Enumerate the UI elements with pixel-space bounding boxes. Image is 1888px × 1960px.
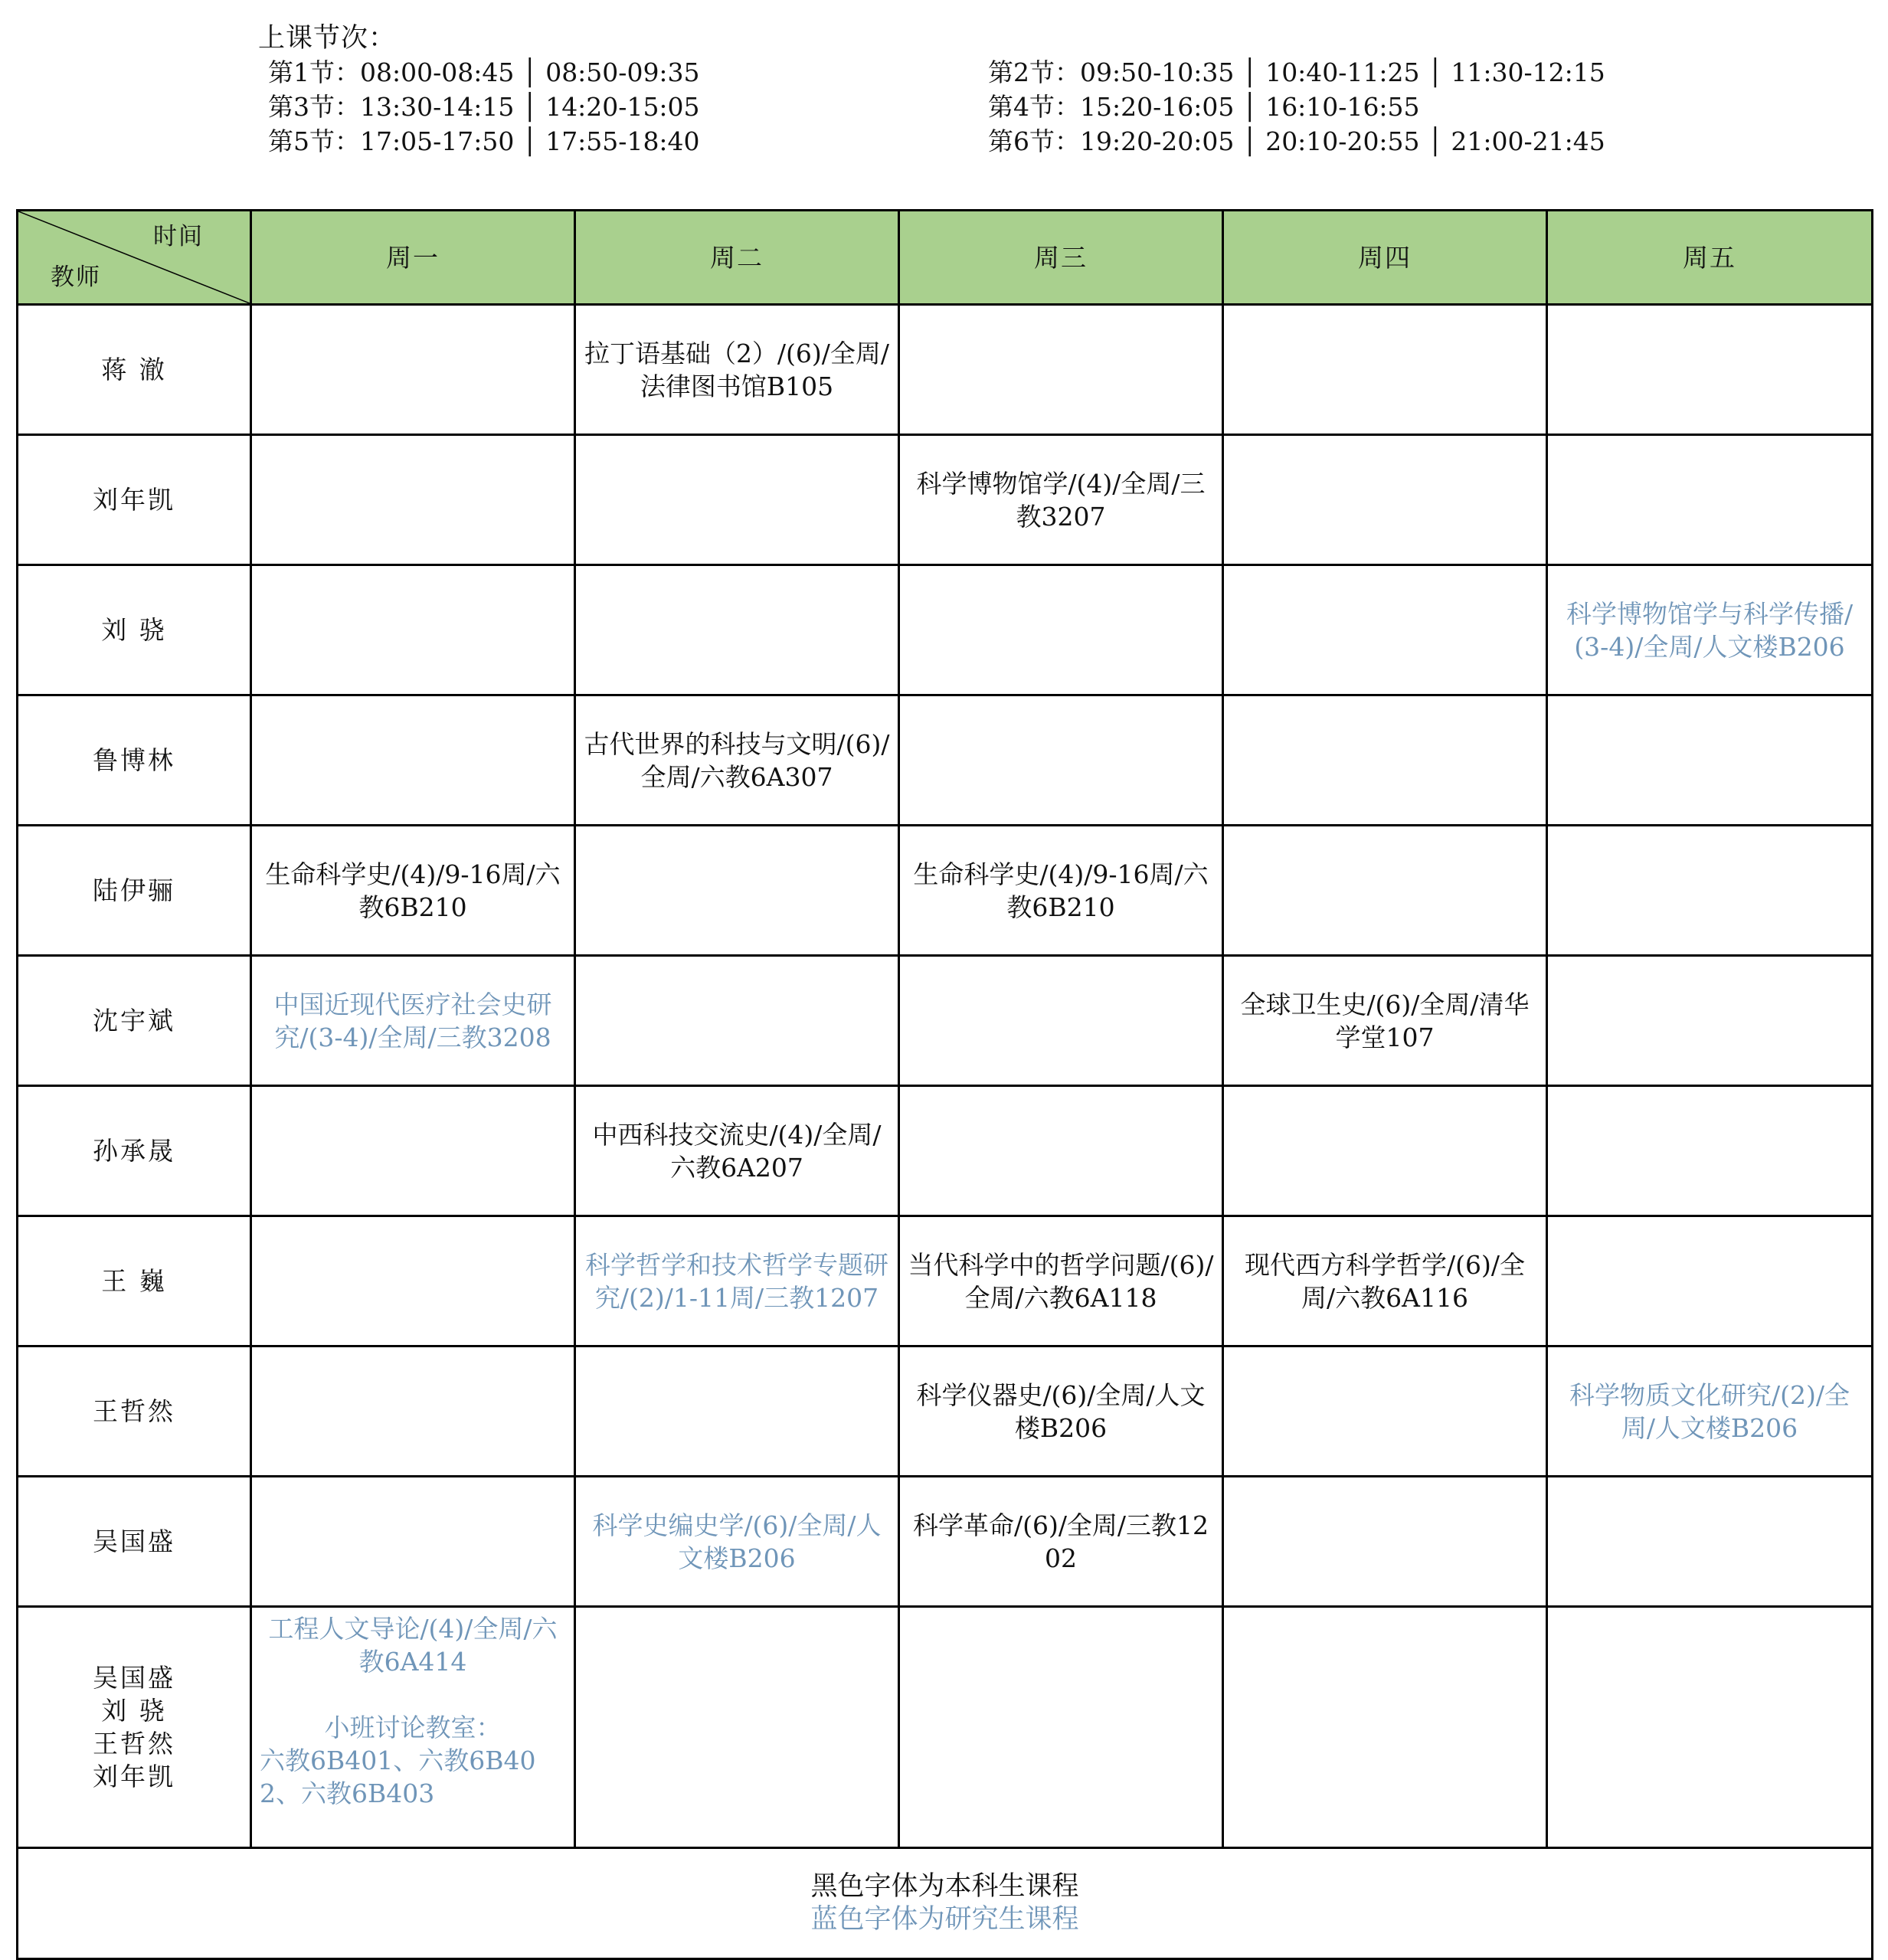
teacher-cell: 吴国盛 <box>18 1477 251 1607</box>
course-cell <box>251 565 575 695</box>
course-cell <box>251 1086 575 1216</box>
corner-cell <box>18 211 251 305</box>
table-row <box>18 565 1873 695</box>
schedule-header <box>258 21 396 56</box>
period-time: 第5节：17:05-17:50 │ 17:55-18:40 <box>268 126 700 156</box>
period-times-left <box>268 55 700 159</box>
day-header-tue: 周二 <box>575 211 899 305</box>
course-cell <box>251 305 575 435</box>
teacher-cell: 孙承晟 <box>18 1086 251 1216</box>
course-cell <box>1223 1477 1547 1607</box>
teacher-cell: 王 巍 <box>18 1216 251 1346</box>
course-cell <box>1547 695 1873 826</box>
table-row <box>18 826 1873 956</box>
course-cell: 古代世界的科技与文明/(6)/全周/六教6A307 <box>575 695 899 826</box>
table-row <box>18 1346 1873 1477</box>
course-cell <box>251 695 575 826</box>
teacher-cell: 刘年凯 <box>18 435 251 565</box>
course-cell: 科学史编史学/(6)/全周/人文楼B206 <box>575 1477 899 1607</box>
day-header-thu: 周四 <box>1223 211 1547 305</box>
course-cell: 中西科技交流史/(4)/全周/六教6A207 <box>575 1086 899 1216</box>
table-row <box>18 1086 1873 1216</box>
course-cell <box>575 956 899 1086</box>
course-cell <box>899 305 1223 435</box>
course-cell: 拉丁语基础（2）/(6)/全周/法律图书馆B105 <box>575 305 899 435</box>
day-header-fri: 周五 <box>1547 211 1873 305</box>
period-time: 第2节：09:50-10:35 │ 10:40-11:25 │ 11:30-12:15 <box>988 57 1605 87</box>
course-cell <box>1547 435 1873 565</box>
course-cell <box>1223 565 1547 695</box>
course-cell <box>899 956 1223 1086</box>
teacher-cell: 刘 骁 <box>18 565 251 695</box>
period-times-right <box>988 55 1605 159</box>
course-cell <box>1223 695 1547 826</box>
legend-cell <box>18 1848 1873 1959</box>
legend-row <box>18 1848 1873 1959</box>
course-cell: 中国近现代医疗社会史研究/(3-4)/全周/三教3208 <box>251 956 575 1086</box>
teacher-cell: 陆伊骊 <box>18 826 251 956</box>
teacher-name: 王哲然 <box>93 1729 175 1759</box>
course-cell <box>1223 1086 1547 1216</box>
course-cell <box>575 826 899 956</box>
course-cell <box>575 565 899 695</box>
course-cell: 科学哲学和技术哲学专题研究/(2)/1-11周/三教1207 <box>575 1216 899 1346</box>
discussion-rooms: 六教6B401、六教6B402、六教6B403 <box>260 1746 536 1808</box>
teacher-name: 刘年凯 <box>93 1762 175 1791</box>
course-cell <box>251 1346 575 1477</box>
table-header-row <box>18 211 1873 305</box>
legend-graduate: 蓝色字体为研究生课程 <box>810 1904 1079 1935</box>
course-cell: 现代西方科学哲学/(6)/全周/六教6A116 <box>1223 1216 1547 1346</box>
table-row-shared <box>18 1607 1873 1848</box>
course-cell <box>1223 826 1547 956</box>
course-cell: 生命科学史/(4)/9-16周/六教6B210 <box>251 826 575 956</box>
corner-time-label: 时间 <box>153 223 204 250</box>
course-cell <box>1547 1086 1873 1216</box>
discussion-label: 小班讨论教室： <box>324 1713 502 1742</box>
teacher-name: 吴国盛 <box>93 1663 175 1693</box>
course-cell <box>1547 1216 1873 1346</box>
course-cell <box>1547 956 1873 1086</box>
course-cell: 科学博物馆学/(4)/全周/三教3207 <box>899 435 1223 565</box>
schedule-table <box>16 209 1873 1960</box>
class-periods-title: 上课节次： <box>258 23 397 54</box>
course-cell <box>1547 305 1873 435</box>
course-cell <box>1547 826 1873 956</box>
course-cell <box>899 565 1223 695</box>
course-cell: 生命科学史/(4)/9-16周/六教6B210 <box>899 826 1223 956</box>
course-cell: 科学博物馆学与科学传播/(3-4)/全周/人文楼B206 <box>1547 565 1873 695</box>
course-cell <box>251 1216 575 1346</box>
course-cell: 科学物质文化研究/(2)/全周/人文楼B206 <box>1547 1346 1873 1477</box>
day-header-wed: 周三 <box>899 211 1223 305</box>
teacher-name: 刘 骁 <box>101 1696 167 1726</box>
day-header-mon: 周一 <box>251 211 575 305</box>
period-time: 第1节：08:00-08:45 │ 08:50-09:35 <box>268 57 700 87</box>
course-cell <box>575 1346 899 1477</box>
corner-teacher-label: 教师 <box>51 263 101 291</box>
legend-undergraduate: 黑色字体为本科生课程 <box>810 1871 1079 1902</box>
course-cell <box>1223 1607 1547 1848</box>
period-time: 第3节：13:30-14:15 │ 14:20-15:05 <box>268 92 700 122</box>
period-time: 第6节：19:20-20:05 │ 20:10-20:55 │ 21:00-21:45 <box>988 126 1605 156</box>
table-row <box>18 1477 1873 1607</box>
course-cell <box>1547 1477 1873 1607</box>
course-cell <box>1223 305 1547 435</box>
course-cell: 全球卫生史/(6)/全周/清华学堂107 <box>1223 956 1547 1086</box>
course-cell <box>251 1607 575 1848</box>
course-cell <box>1223 1346 1547 1477</box>
teacher-cell <box>18 1607 251 1848</box>
course-cell <box>251 435 575 565</box>
teacher-cell: 鲁博林 <box>18 695 251 826</box>
period-time: 第4节：15:20-16:05 │ 16:10-16:55 <box>988 92 1420 122</box>
course-cell: 当代科学中的哲学问题/(6)/全周/六教6A118 <box>899 1216 1223 1346</box>
course-cell <box>899 1607 1223 1848</box>
course-cell <box>575 1607 899 1848</box>
course-text: 工程人文导论/(4)/全周/六教6A414 <box>268 1614 558 1677</box>
teacher-cell: 王哲然 <box>18 1346 251 1477</box>
table-row <box>18 435 1873 565</box>
teacher-cell: 沈宇斌 <box>18 956 251 1086</box>
table-row <box>18 956 1873 1086</box>
course-cell <box>575 435 899 565</box>
table-row <box>18 1216 1873 1346</box>
table-row <box>18 695 1873 826</box>
course-cell <box>899 1086 1223 1216</box>
course-cell <box>899 695 1223 826</box>
table-row <box>18 305 1873 435</box>
course-cell: 科学仪器史/(6)/全周/人文楼B206 <box>899 1346 1223 1477</box>
teacher-cell: 蒋 澈 <box>18 305 251 435</box>
course-cell <box>1547 1607 1873 1848</box>
course-cell <box>251 1477 575 1607</box>
course-cell <box>1223 435 1547 565</box>
course-cell: 科学革命/(6)/全周/三教1202 <box>899 1477 1223 1607</box>
